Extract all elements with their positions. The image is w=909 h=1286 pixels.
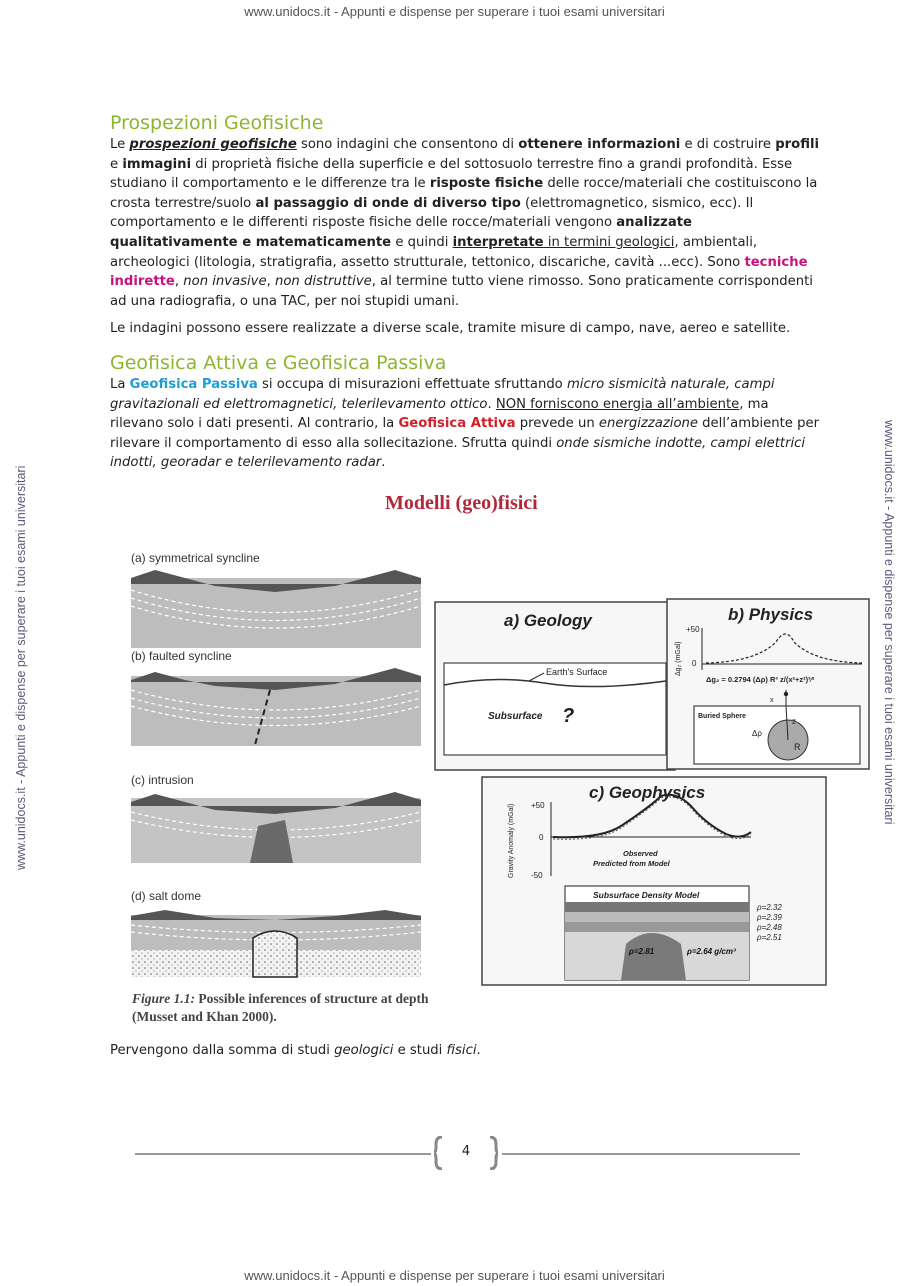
physics-z-label: z bbox=[792, 717, 796, 726]
syncline-b-diagram bbox=[131, 668, 421, 746]
text-run: , ma rilevano solo i dati presenti. Al contrario, la bbox=[110, 396, 769, 432]
page-number-box bbox=[434, 1136, 498, 1170]
section-title-prospezioni: Prospezioni Geofisiche bbox=[110, 112, 324, 134]
observed-label: Observed bbox=[623, 849, 658, 858]
text-run: interpretate bbox=[452, 234, 544, 250]
geophysics-title: c) Geophysics bbox=[589, 783, 706, 802]
text-run: micro sismicità naturale, campi gravitazionali ed elettromagnetici, telerilevamento ottico bbox=[110, 377, 775, 412]
physics-R-label: R bbox=[794, 742, 801, 752]
text-run: energizzazione bbox=[598, 416, 698, 432]
text-run: , ambientali, archeologici (litologia, stratigrafia, assetto strutturale, tettonico, discariche, cavità ...ecc). Sono bbox=[110, 234, 758, 270]
text-run: fisici bbox=[446, 1043, 477, 1058]
footer-sep: - bbox=[330, 1268, 342, 1283]
figure-left-panels bbox=[125, 540, 425, 985]
header-url[interactable]: www.unidocs.it bbox=[244, 4, 331, 19]
geology-title: a) Geology bbox=[504, 611, 592, 630]
physics-x-label: x bbox=[770, 697, 774, 704]
text-run: non invasive bbox=[183, 274, 267, 290]
physics-panel bbox=[666, 598, 870, 770]
geology-panel bbox=[434, 601, 676, 771]
footer-tagline: Appunti e dispense per superare i tuoi esami universitari bbox=[341, 1268, 665, 1283]
text-run: . bbox=[487, 396, 496, 412]
physics-drho-label: Δρ bbox=[752, 729, 762, 738]
text-run: non distruttive bbox=[275, 274, 372, 290]
caption-lead: Figure 1.1: bbox=[132, 991, 196, 1006]
text-run: Geofisica Attiva bbox=[398, 416, 516, 432]
rho-main-label: ρ=2.64 g/cm³ bbox=[687, 947, 736, 956]
text-run: Geofisica Passiva bbox=[129, 377, 258, 392]
text-run: in termini geologici bbox=[543, 234, 675, 250]
text-run: prospezioni geofisiche bbox=[129, 137, 297, 152]
text-run: , bbox=[266, 274, 275, 290]
caption-text: Possible inferences of structure at depth (Musset and Khan 2000). bbox=[132, 991, 429, 1024]
geophysics-panel bbox=[481, 776, 827, 986]
text-run: e studi bbox=[393, 1043, 447, 1058]
text-run: onde sismiche indotte, campi elettrici indotti, georadar e telerilevamento radar bbox=[110, 435, 806, 471]
figure-caption bbox=[132, 990, 432, 1026]
intrusion-diagram bbox=[131, 792, 421, 863]
syncline-a-diagram bbox=[131, 570, 421, 648]
text-run: dell’ambiente per rilevare il comportamento di esso alla sollecitazione. Sfrutta quindi bbox=[110, 416, 819, 451]
text-run: . bbox=[381, 455, 386, 471]
text-run: , al termine tutto viene rimosso. Sono praticamente corrispondenti ad una radiografia, o una TAC, per noi stupidi umani. bbox=[110, 274, 813, 309]
text-run: e bbox=[110, 156, 123, 172]
text-run: sono indagini che consentono di bbox=[296, 137, 519, 152]
footer-line-right bbox=[502, 1153, 800, 1155]
text-run: prevede un bbox=[515, 416, 599, 432]
figure-title: Modelli (geo)fisici bbox=[385, 492, 538, 514]
text-run: e di costruire bbox=[680, 137, 776, 152]
physics-y-zero: 0 bbox=[692, 659, 697, 668]
text-run: Pervengono dalla somma di studi bbox=[110, 1043, 335, 1058]
paragraph-attiva-passiva bbox=[110, 375, 822, 473]
text-run: tecniche indirette bbox=[110, 254, 808, 290]
density-model-label: Subsurface Density Model bbox=[593, 890, 700, 900]
salt-dome-diagram bbox=[131, 910, 421, 977]
footer-watermark bbox=[0, 1268, 909, 1283]
paragraph-scale: Le indagini possono essere realizzate a diverse scale, tramite misure di campo, nave, aereo e satellite. bbox=[110, 321, 791, 336]
text-run: e quindi bbox=[391, 234, 453, 250]
text-run: analizzate qualitativamente e matematicamente bbox=[110, 215, 693, 250]
question-mark: ? bbox=[562, 705, 575, 727]
label-intrusion: (c) intrusion bbox=[131, 773, 194, 787]
text-run: risposte fisiche bbox=[429, 176, 544, 192]
footer-url[interactable]: www.unidocs.it bbox=[244, 1268, 331, 1283]
text-run: NON forniscono energia all’ambiente bbox=[495, 396, 740, 412]
header-tagline: Appunti e dispense per superare i tuoi esami universitari bbox=[341, 4, 665, 19]
footer-line-left bbox=[135, 1153, 431, 1155]
label-faulted-syncline: (b) faulted syncline bbox=[131, 649, 232, 663]
closing-sentence bbox=[110, 1041, 822, 1061]
rho-label-2: ρ=2.39 bbox=[757, 913, 782, 922]
label-salt-dome: (d) salt dome bbox=[131, 889, 202, 903]
earth-surface-label: Earth's Surface bbox=[546, 667, 608, 677]
physics-y-top: +50 bbox=[686, 625, 700, 634]
text-run: si occupa di misurazioni effettuate sfruttando bbox=[257, 377, 567, 392]
left-side-watermark: www.unidocs.it - Appunti e dispense per superare i tuoi esami universitari bbox=[14, 465, 28, 870]
physics-title: b) Physics bbox=[728, 605, 814, 624]
rho-label-3: ρ=2.48 bbox=[757, 923, 782, 932]
text-run: ottenere informazioni bbox=[518, 137, 681, 152]
text-run: Le bbox=[110, 137, 130, 152]
paragraph-prospezioni bbox=[110, 135, 822, 311]
rho-dome-label: ρ=2.81 bbox=[629, 947, 655, 956]
header-watermark bbox=[0, 4, 909, 19]
label-symmetrical-syncline: (a) symmetrical syncline bbox=[131, 551, 260, 565]
text-run: delle rocce/materiali che costituiscono la crosta terrestre/suolo bbox=[110, 176, 818, 211]
geophysics-ylabel: Gravity Anomaly (mGal) bbox=[508, 803, 515, 878]
header-sep: - bbox=[330, 4, 342, 19]
right-side-watermark: www.unidocs.it - Appunti e dispense per superare i tuoi esami universitari bbox=[882, 420, 896, 825]
rho-label-4: ρ=2.51 bbox=[757, 933, 782, 942]
physics-ylabel: Δg₂ (mGal) bbox=[675, 641, 682, 676]
text-run: , bbox=[174, 274, 184, 290]
rho-label-1: ρ=2.32 bbox=[757, 903, 782, 912]
geophysics-y-zero: 0 bbox=[539, 833, 544, 842]
physics-formula: Δg₂ = 0.2794 (Δρ) R³ z/(x²+z²)³⁄² bbox=[706, 675, 815, 684]
geophysics-y-top: +50 bbox=[531, 801, 545, 810]
subsurface-label: Subsurface bbox=[488, 711, 543, 722]
section-title-attiva-passiva: Geofisica Attiva e Geofisica Passiva bbox=[110, 352, 447, 374]
text-run: La bbox=[110, 377, 130, 392]
predicted-label: Predicted from Model bbox=[593, 859, 670, 868]
text-run: al passaggio di onde di diverso tipo bbox=[255, 195, 521, 211]
text-run: profili bbox=[775, 137, 820, 152]
text-run: . bbox=[476, 1043, 481, 1058]
buried-sphere-label: Buried Sphere bbox=[698, 713, 746, 720]
page-number: 4 bbox=[461, 1144, 471, 1159]
text-run: (elettromagnetico, sismico, ecc). Il comportamento e le differenti risposte fisiche delle rocce/materiali vengono bbox=[110, 195, 754, 231]
text-run: geologici bbox=[334, 1043, 394, 1058]
geophysics-y-bot: -50 bbox=[531, 871, 543, 880]
text-run: di proprietà fisiche della superficie e del sottosuolo terrestre fino a grandi profondità. Esse studiano il comportamento e le differenze tra le bbox=[110, 156, 793, 192]
text-run: immagini bbox=[122, 156, 192, 172]
